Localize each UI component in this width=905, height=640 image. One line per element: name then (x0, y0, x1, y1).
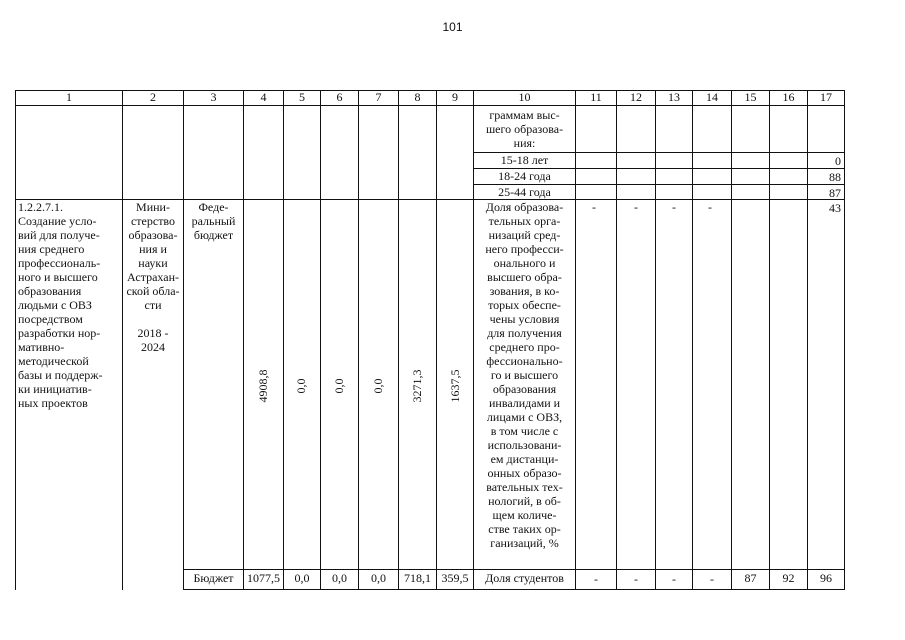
grid-line (15, 90, 16, 590)
column-header: 11 (590, 90, 602, 104)
indicator-text: Доля студентов (485, 571, 564, 585)
value-cell: - (672, 200, 676, 214)
column-header: 7 (375, 90, 382, 104)
column-header: 17 (820, 90, 832, 104)
indicator-continuation: граммам выс- шего образова- ния: (485, 108, 564, 150)
amount-total: 4908,8 (256, 369, 270, 403)
grid-line (616, 90, 617, 590)
value-cell: 87 (744, 571, 757, 585)
grid-line (731, 90, 732, 590)
data-table (15, 90, 845, 590)
grid-line (320, 90, 321, 590)
age-group-label: 15-18 лет (500, 153, 549, 167)
column-header: 14 (706, 90, 718, 104)
column-header: 6 (336, 90, 343, 104)
funding-source: Феде- ральный бюджет (191, 200, 236, 242)
value-cell: 92 (782, 571, 795, 585)
page-number: 101 (442, 20, 463, 34)
column-header: 12 (630, 90, 642, 104)
amount-year: 0,0 (371, 571, 386, 585)
amount-year: 359,5 (441, 571, 469, 585)
age-group-label: 25-44 года (498, 185, 551, 199)
amount-year: 0,0 (332, 571, 347, 585)
period: 2024 (141, 340, 165, 354)
column-header: 13 (668, 90, 680, 104)
column-header: 10 (518, 90, 531, 104)
value-cell: - (634, 200, 638, 214)
grid-line (183, 569, 845, 570)
column-header: 16 (782, 90, 795, 104)
value-cell: - (594, 572, 598, 586)
value-cell: 43 (829, 201, 841, 215)
grid-line (769, 90, 770, 590)
grid-line (436, 90, 437, 590)
age-group-value: 87 (829, 186, 841, 200)
amount-year: 718,1 (404, 571, 431, 585)
value-cell: 96 (820, 571, 832, 585)
period: 2018 - (137, 326, 169, 340)
column-header: 2 (150, 90, 156, 104)
column-header: 15 (744, 90, 757, 104)
funding-source: Бюджет (193, 571, 234, 585)
column-header: 5 (299, 90, 305, 104)
column-header: 1 (66, 90, 72, 104)
grid-line (575, 90, 576, 590)
value-cell: - (710, 572, 714, 586)
column-header: 4 (260, 90, 267, 104)
column-header: 8 (414, 90, 421, 104)
age-group-value: 0 (835, 154, 841, 168)
value-cell: - (708, 200, 712, 214)
indicator-text: Доля образова- тельных орга- низаций сред- него професси- онального и высшего обра- зования, в ко- торых обеспе- чены условия для получения среднего про- фессионально- го и высшего образования инвалидами и лицами с ОВЗ, в том числе с использовани- ем дистанци- онных образо- вательных тех- нологий, в об- щем количе- стве таких ор- ганизаций, % (485, 200, 564, 550)
amount-total: 1077,5 (247, 571, 280, 585)
grid-line (183, 90, 184, 590)
value-cell: - (592, 200, 596, 214)
amount-year: 1637,5 (448, 369, 462, 403)
column-header: 9 (452, 90, 458, 104)
amount-year: 0,0 (294, 571, 310, 585)
amount-year: 0,0 (332, 378, 346, 394)
grid-line (655, 90, 656, 590)
column-header: 3 (210, 90, 217, 104)
grid-line (243, 90, 244, 590)
grid-line (692, 90, 693, 590)
age-group-label: 18-24 года (498, 169, 551, 183)
grid-line (15, 105, 845, 106)
amount-year: 3271,3 (410, 369, 424, 403)
grid-line (844, 90, 845, 590)
grid-line (183, 589, 845, 590)
value-cell: - (634, 572, 638, 586)
amount-year: 0,0 (371, 378, 385, 394)
age-group-value: 88 (829, 170, 841, 184)
value-cell: - (672, 572, 676, 586)
grid-line (398, 90, 399, 590)
measure-description: 1.2.2.7.1. Создание усло- вий для получе- ния среднего профессиональ- ного и высшего образования людьми с ОВЗ посредством разработки нор- мативно- методической базы и поддерж- ки инициатив- ных проектов (18, 200, 103, 410)
grid-line (358, 90, 359, 590)
executor: Мини- стерство образова- ния и науки Астрахан- ской обла- сти 2018 - 2024 (123, 200, 183, 354)
grid-line (283, 90, 284, 590)
amount-year: 0,0 (294, 378, 308, 394)
